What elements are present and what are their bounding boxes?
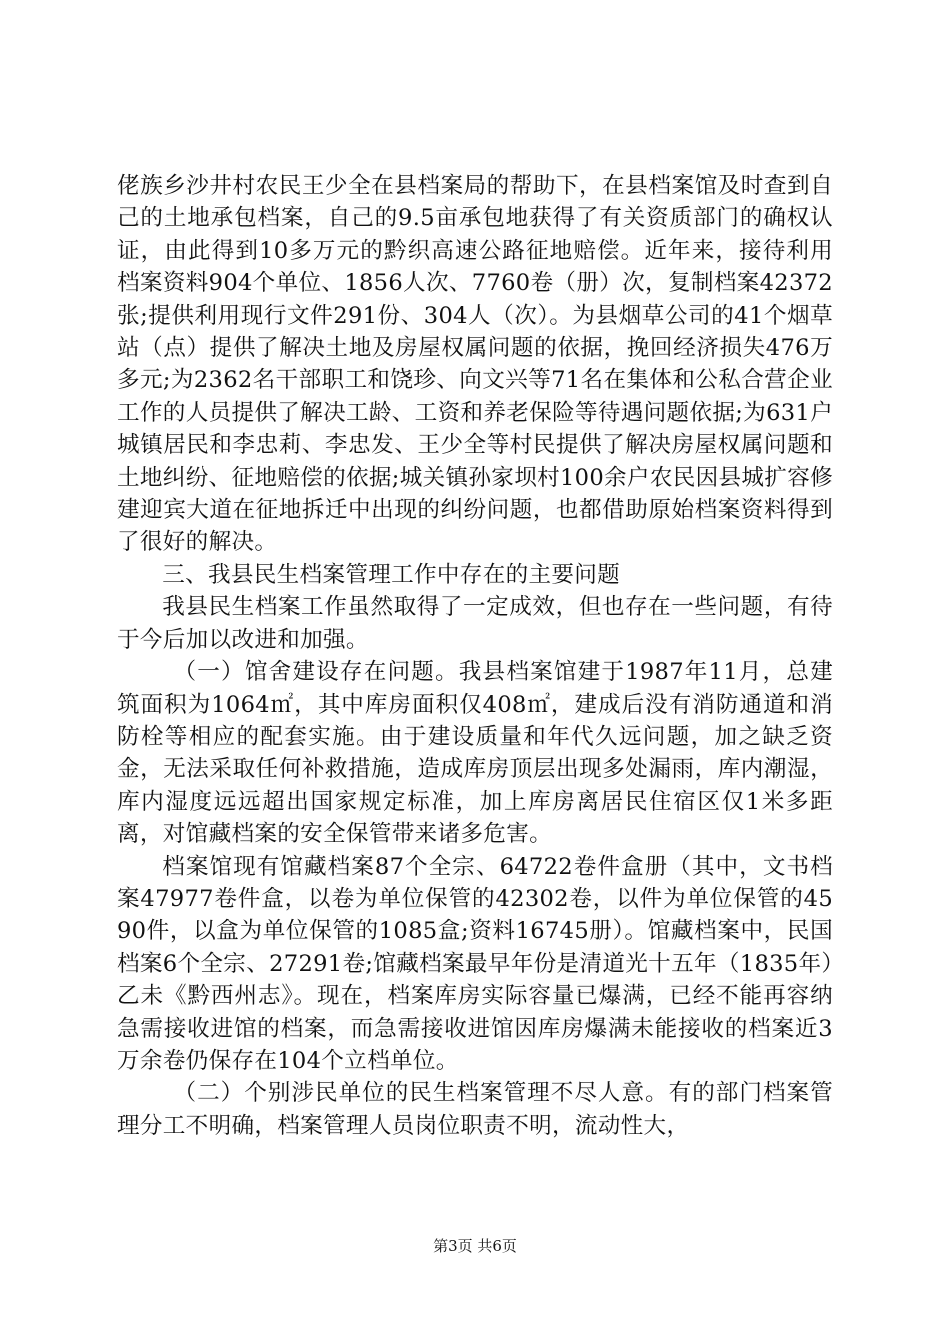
document-body (117, 170, 833, 1142)
paragraph-1: 佬族乡沙井村农民王少全在县档案局的帮助下，在县档案馆及时查到自己的土地承包档案，自己的9.5亩承包地获得了有关资质部门的确权认证，由此得到10多万元的黔织高速公路征地赔偿。近年来，接待利用档案资料904个单位、1856人次、7760卷（册）次，复制档案42372张;提供利用现行文件291份、304人（次）。为县烟草公司的41个烟草站（点）提供了解决土地及房屋权属问题的依据，挽回经济损失476万多元;为2362名干部职工和饶珍、向文兴等71名在集体和公私合营企业工作的人员提供了解决工龄、工资和养老保险等待遇问题依据;为631户城镇居民和李忠莉、李忠发、王少全等村民提供了解决房屋权属问题和土地纠纷、征地赔偿的依据;城关镇孙家坝村100余户农民因县城扩容修建迎宾大道在征地拆迁中出现的纠纷问题，也都借助原始档案资料得到了很好的解决。 (117, 173, 833, 556)
paragraph-4: 档案馆现有馆藏档案87个全宗、64722卷件盒册（其中，文书档案47977卷件盒，以卷为单位保管的42302卷，以件为单位保管的4590件，以盒为单位保管的1085盒;资料16745册）。馆藏档案中，民国档案6个全宗、27291卷;馆藏档案最早年份是清道光十五年（1835年）乙未《黔西州志》。现在，档案库房实际容量已爆满，已经不能再容纳急需接收进馆的档案，而急需接收进馆因库房爆满未能接收的档案近3万余卷仍保存在104个立档单位。 (117, 853, 833, 1074)
paragraph-3: （一）馆舍建设存在问题。我县档案馆建于1987年11月，总建筑面积为1064㎡，其中库房面积仅408㎡，建成后没有消防通道和消防栓等相应的配套实施。由于建设质量和年代久远问题，加之缺乏资金，无法采取任何补救措施，造成库房顶层出现多处漏雨，库内潮湿，库内湿度远远超出国家规定标准，加上库房离居民住宿区仅1米多距离，对馆藏档案的安全保管带来诸多危害。 (117, 659, 833, 848)
page-number: 第3页 共6页 (433, 1237, 517, 1255)
section-heading: 三、我县民生档案管理工作中存在的主要问题 (162, 561, 621, 588)
paragraph-2: 我县民生档案工作虽然取得了一定成效，但也存在一些问题，有待于今后加以改进和加强。 (117, 594, 833, 653)
paragraph-5: （二）个别涉民单位的民生档案管理不尽人意。有的部门档案管理分工不明确，档案管理人员岗位职责不明，流动性大， (117, 1080, 833, 1139)
